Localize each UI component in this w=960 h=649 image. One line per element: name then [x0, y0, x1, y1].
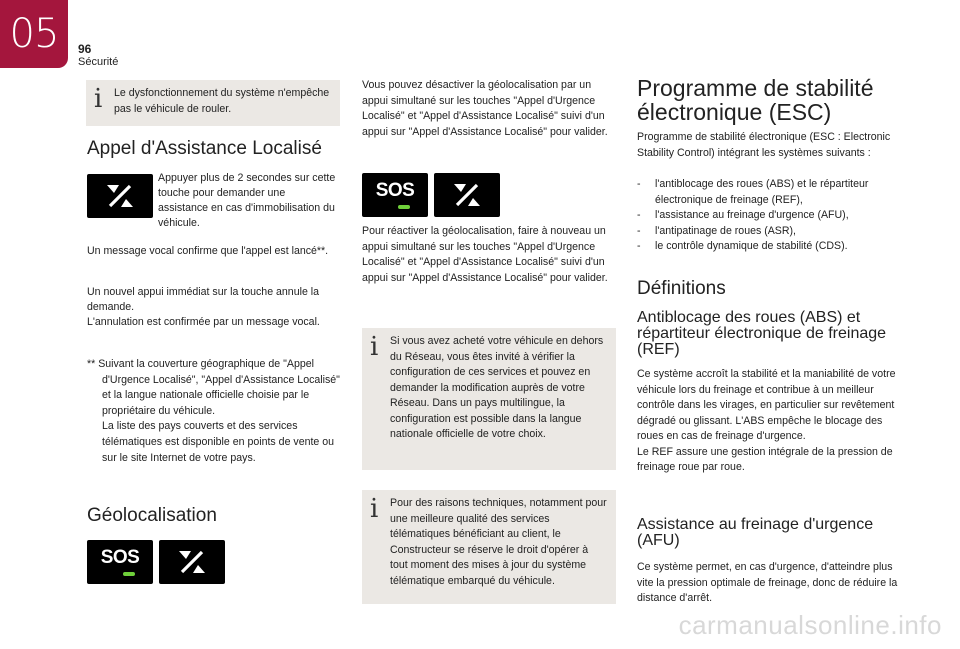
info-text: Si vous avez acheté votre véhicule en dehors du Réseau, vous êtes invité à vérifier la configuration de ces services et pouvez en demander la modification auprès de votre Réseau. Dans un pays multilingue, la configuration est possible dans la langue nationale officielle de votre choix.: [390, 335, 604, 440]
info-box-technique: [362, 490, 616, 604]
message-vocal-text: Un message vocal confirme que l'appel est lancé**.: [87, 245, 329, 257]
info-text: Le dysfonctionnement du système n'empêche pas le véhicule de rouler.: [114, 87, 330, 115]
info-icon: i: [94, 84, 103, 114]
chapter-number: 05: [9, 11, 59, 57]
esc-systems-list: [637, 177, 899, 255]
annulation-text: L'annulation est confirmée par un message vocal.: [87, 316, 320, 328]
reactiver-text: Pour réactiver la géolocalisation, faire à nouveau un appui simultané sur les touches "Appel d'Urgence Localisé" et "Appel d'Assistance Localisé" suivi d'un appui sur "Appel d'Assistance Localisé" pour valider.: [362, 225, 608, 284]
assistance-icon: [449, 178, 485, 212]
abs-text: Ce système accroît la stabilité et la maniabilité de votre véhicule lors du freinage et contribue à un meilleur contrôle dans les virages, en particulier sur revêtement dégradé ou glissant. L'ABS empêche le blocage des roues en cas de freinage d'urgence.: [637, 368, 896, 442]
info-text: Pour des raisons techniques, notamment pour une meilleure qualité des services télématiques bénéficiant au client, le Constructeur se réserve le droit d'opérer à tout moment des mises à jour du système télématique embarqué du véhicule.: [390, 497, 607, 587]
footnote-pays: La liste des pays couverts et des services télématiques est disponible en points de vente ou sur le site Internet de votre pays.: [102, 420, 335, 464]
sos-led-indicator: [398, 205, 410, 209]
heading-afu: Assistance au freinage d'urgence (AFU): [637, 516, 874, 549]
sos-button-image-col2: [362, 173, 428, 217]
page-number: 96: [78, 42, 92, 56]
heading-definitions: Définitions: [637, 278, 726, 299]
list-item: - le contrôle dynamique de stabilité (CDS).: [637, 239, 899, 255]
assistance-button-image: [87, 174, 153, 218]
footnote-coverage: ** Suivant la couverture géographique de "Appel d'Urgence Localisé", "Appel d'Assistance Localisé" et la langue nationale officielle choisie par le propriétaire du véhicule.: [87, 358, 340, 417]
info-icon: i: [370, 332, 379, 362]
appuyer-text: Appuyer plus de 2 secondes sur cette touche pour demander une assistance en cas d'immobilisation du véhicule.: [158, 172, 336, 229]
esc-intro: Programme de stabilité électronique (ESC : Electronic Stability Control) intégrant les systèmes suivants :: [637, 131, 891, 159]
list-item: - l'antipatinage de roues (ASR),: [637, 224, 899, 240]
assistance-button-image-2: [159, 540, 225, 584]
annulation-block: [87, 285, 341, 330]
heading-abs-ref: Antiblocage des roues (ABS) et répartiteur électronique de freinage (REF): [637, 309, 887, 358]
heading-appel-assistance: Appel d'Assistance Localisé: [87, 138, 322, 159]
assistance-icon: [174, 545, 210, 579]
info-box-reseau: [362, 328, 616, 470]
list-item: - l'antiblocage des roues (ABS) et le répartiteur électronique de freinage (REF),: [637, 177, 899, 208]
sos-button-image: [87, 540, 153, 584]
desactiver-text: Vous pouvez désactiver la géolocalisation par un appui simultané sur les touches "Appel d'Urgence Localisé" et "Appel d'Assistance Localisé" suivi d'un appui sur "Appel d'Assistance Localisé" pour valider.: [362, 79, 608, 138]
sos-led-indicator: [123, 572, 135, 576]
assistance-icon: [102, 179, 138, 213]
heading-esc: Programme de stabilité électronique (ESC): [637, 75, 874, 125]
footnote: [87, 357, 341, 466]
assistance-button-image-col2: [434, 173, 500, 217]
watermark: carmanualsonline.info: [678, 610, 942, 640]
ref-text: Le REF assure une gestion intégrale de la pression de freinage roue par roue.: [637, 445, 893, 473]
section-title: Sécurité: [78, 56, 119, 68]
abs-ref-block: [637, 367, 899, 476]
info-box-malfunction: [86, 80, 340, 126]
heading-geolocalisation: Géolocalisation: [87, 505, 217, 526]
info-icon: i: [370, 494, 379, 524]
list-item: - l'assistance au freinage d'urgence (AFU),: [637, 208, 899, 224]
chapter-tab: [0, 0, 68, 68]
nouvel-appui-text: Un nouvel appui immédiat sur la touche annule la demande.: [87, 286, 320, 313]
afu-text: Ce système permet, en cas d'urgence, d'atteindre plus vite la pression optimale de freinage, donc de réduire la distance d'arrêt.: [637, 561, 898, 604]
sos-label: SOS: [375, 180, 415, 201]
sos-label: SOS: [100, 547, 140, 568]
